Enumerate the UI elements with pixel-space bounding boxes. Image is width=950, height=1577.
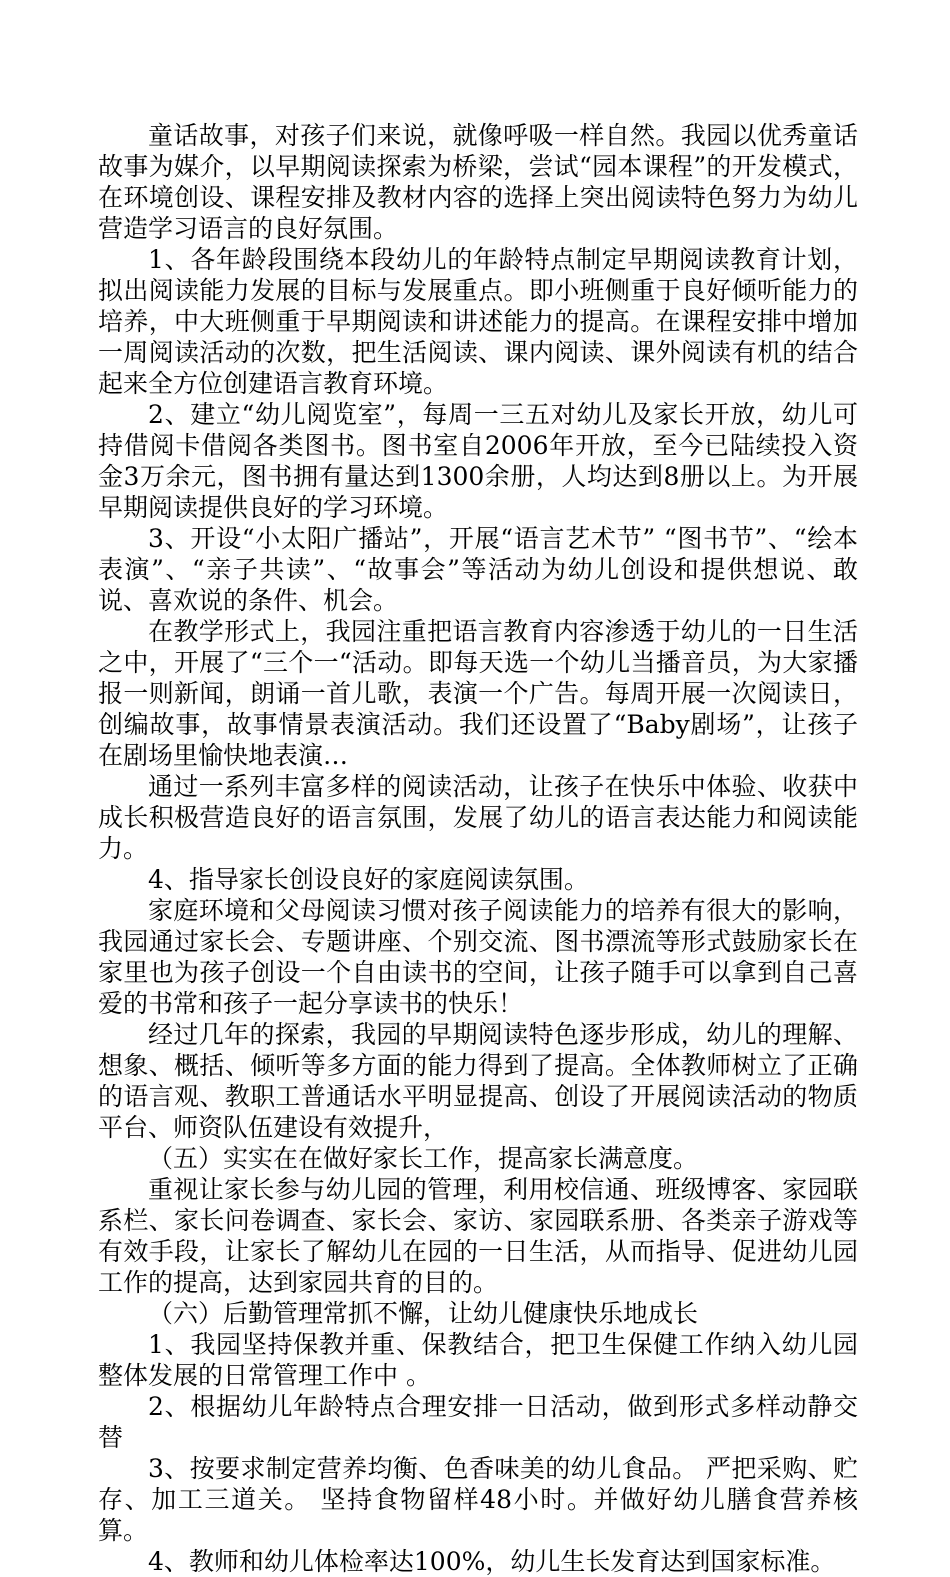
paragraph-item-2: 2、建立“幼儿阅览室”，每周一三五对幼儿及家长开放，幼儿可持借阅卡借阅各类图书。图书室自2006年开放，至今已陆续投入资金3万余元，图书拥有量达到1300余册，人均达到8册以上。为开展早期阅读提供良好的学习环境。 [98,400,858,522]
paragraph-logistics-3: 3、按要求制定营养均衡、色香味美的幼儿食品。 严把采购、贮存、加工三道关。 坚持食物留样48小时。并做好幼儿膳食营养核算。 [98,1454,858,1545]
section-heading-6: （六）后勤管理常抓不懈，让幼儿健康快乐地成长 [148,1299,699,1328]
paragraph-parent-work: 重视让家长参与幼儿园的管理，利用校信通、班级博客、家园联系栏、家长问卷调查、家长会、家访、家园联系册、各类亲子游戏等有效手段，让家长了解幼儿在园的一日生活，从而指导、促进幼儿园工作的提高，达到家园共育的目的。 [98,1175,858,1297]
paragraph-logistics-1: 1、我园坚持保教并重、保教结合，把卫生保健工作纳入幼儿园整体发展的日常管理工作中 。 [98,1330,858,1390]
document-body [98,120,858,1577]
paragraph-intro: 童话故事，对孩子们来说，就像呼吸一样自然。我园以优秀童话故事为媒介，以早期阅读探索为桥梁，尝试“园本课程”的开发模式， 在环境创设、课程安排及教材内容的选择上突出阅读特色努力为幼儿营造学习语言的良好氛围。 [98,121,858,243]
paragraph-item-4: 4、指导家长创设良好的家庭阅读氛围。 [148,865,589,894]
paragraph-item-1: 1、各年龄段围绕本段幼儿的年龄特点制定早期阅读教育计划，拟出阅读能力发展的目标与发展重点。即小班侧重于良好倾听能力的培养，中大班侧重于早期阅读和讲述能力的提高。在课程安排中增加一周阅读活动的次数，把生活阅读、课内阅读、课外阅读有机的结合起来全方位创建语言教育环境。 [98,245,858,398]
paragraph-teaching-form: 在教学形式上，我园注重把语言教育内容渗透于幼儿的一日生活之中，开展了“三个一“活动。即每天选一个幼儿当播音员，为大家播报一则新闻，朗诵一首儿歌，表演一个广告。每周开展一次阅读日，创编故事，故事情景表演活动。我们还设置了“Baby剧场”，让孩子在剧场里愉快地表演… [98,617,858,770]
section-heading-5: （五）实实在在做好家长工作，提高家长满意度。 [148,1144,699,1173]
paragraph-family-reading: 家庭环境和父母阅读习惯对孩子阅读能力的培养有很大的影响，我园通过家长会、专题讲座、个别交流、图书漂流等形式鼓励家长在家里也为孩子创设一个自由读书的空间，让孩子随手可以拿到自己喜爱的书常和孩子一起分享读书的快乐！ [98,896,858,1018]
paragraph-logistics-4: 4、教师和幼儿体检率达100%，幼儿生长发育达到国家标准。 [148,1547,836,1576]
paragraph-results: 经过几年的探索，我园的早期阅读特色逐步形成，幼儿的理解、想象、概括、倾听等多方面的能力得到了提高。全体教师树立了正确的语言观、教职工普通话水平明显提高、创设了开展阅读活动的物质平台、师资队伍建设有效提升， [98,1020,858,1142]
paragraph-item-3: 3、开设“小太阳广播站”，开展“语言艺术节” “图书节”、“绘本表演”、“亲子共读”、“故事会”等活动为幼儿创设和提供想说、敢说、喜欢说的条件、机会。 [98,524,858,615]
paragraph-logistics-2: 2、根据幼儿年龄特点合理安排一日活动，做到形式多样动静交替 [98,1392,858,1452]
paragraph-reading-activities: 通过一系列丰富多样的阅读活动，让孩子在快乐中体验、收获中成长积极营造良好的语言氛围，发展了幼儿的语言表达能力和阅读能力。 [98,772,858,863]
